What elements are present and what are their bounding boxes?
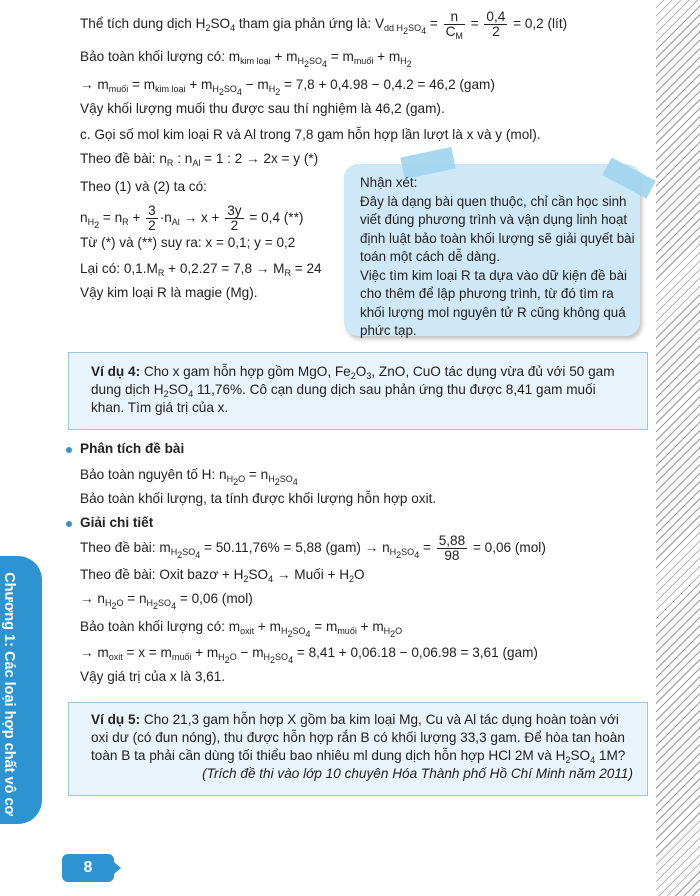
chapter-label: Chương 1: Các loại hợp chất vô cơ — [1, 572, 17, 816]
volume-line: Thể tích dung dịch $H_2SO_4$ tham gia phản ứng là: $V_{dd H_2SO_4}$ = $\frac{n}{C_M}$ = $\frac{0,4}{2}$ = 0,2 (lít) — [80, 9, 568, 41]
example-5-text: Cho 21,3 gam hỗn hợp X gồm ba kim loại Mg, Cu và Al tác dụng hoàn toàn với — [140, 712, 619, 727]
example-5-line — [91, 711, 633, 729]
solution-line: → $n_{H_2O} = n_{H_2SO_4} = 0,06$ (mol) — [80, 591, 253, 611]
mass-conservation-line: Bảo toàn khối lượng có: $m_{kim loại} + m_{H_2SO_4} = m_{muối} + m_{H_2}$ — [80, 49, 412, 69]
remark-note — [344, 164, 640, 336]
from-1-2-line: Theo (1) và (2) ta có: — [80, 179, 207, 194]
example-4-box — [68, 352, 648, 430]
decorative-hatch-margin — [656, 0, 700, 896]
solution-line: → $m_{oxit} = x = m_{muối} + m_{H_2O} - m_{H_2SO_4} = 8,41 + 0,06.18 - 0,06.98 = 3,61$ (gam) — [80, 645, 538, 665]
example-5-box — [68, 702, 648, 796]
solve-xy-line: Từ (*) và (**) suy ra: x = 0,1; y = 0,2 — [80, 235, 296, 250]
molar-mass-line: Lại có: $0,1.M_R + 0,2.27 = 7,8 \to M_R = 24$ — [80, 261, 322, 278]
salt-mass-calc-line: → $m_{muối} = m_{kim loại} + m_{H_2SO_4} - m_{H_2} = 7,8 + 0,4.98 - 0,4.2 = 46,2$ (gam) — [80, 77, 495, 97]
bullet-icon — [66, 447, 72, 453]
note-line: Việc tìm kim loại R ta dựa vào dữ kiện đề bài — [360, 267, 628, 283]
example-5-citation: (Trích đề thi vào lớp 10 chuyên Hóa Thành phố Hồ Chí Minh năm 2011) — [202, 766, 633, 781]
solution-line: Bảo toàn khối lượng có: $m_{oxit} + m_{H_2SO_4} = m_{muối} + m_{H_2O}$ — [80, 619, 403, 639]
note-line: toán một cách dễ dàng. — [360, 249, 500, 264]
example-5-line: toàn B ta phải cần dùng tối thiểu bao nhiêu ml dung dịch hỗn hợp HCl 2M và $H_2SO_4$ 1M? — [91, 748, 626, 765]
solution-heading: Giải chi tiết — [80, 515, 154, 530]
bullet-icon — [66, 521, 72, 527]
note-line: định luật bảo toàn khối lượng sẽ giải quyết bài — [360, 230, 635, 246]
hydrogen-equation-line: $n_{H_2} = n_R$ + $\frac{3}{2}$ $\cdot n_{Al} \to x$ + $\frac{3y}{2}$ = 0,4 (**) — [80, 203, 304, 233]
example-4-line: Ví dụ 4: Cho x gam hỗn hợp gồm MgO, $Fe_2O_3$, ZnO, CuO tác dụng vừa đủ với 50 gam — [91, 364, 615, 381]
analysis-line: Bảo toàn nguyên tố H: $n_{H_2O} = n_{H_2SO_4}$ — [80, 467, 298, 487]
example-4-label: Ví dụ 4: — [91, 364, 141, 379]
analysis-line: Bảo toàn khối lượng, ta tính được khối lượng hỗn hợp oxit. — [80, 491, 437, 506]
note-title: Nhận xét: — [360, 175, 418, 190]
page-number: 8 — [62, 854, 114, 882]
analysis-heading: Phân tích đề bài — [80, 441, 185, 456]
metal-conclusion: Vậy kim loại R là magie (Mg). — [80, 285, 258, 300]
solution-line: Theo đề bài: Oxit bazơ + $H_2SO_4$ → Muối + $H_2O$ — [80, 567, 365, 584]
page-number-arrow-icon — [114, 862, 121, 874]
solution-line: Theo đề bài: $m_{H_2SO_4} = 50.11,76\% = 5,88$ $(gam) \to n_{H_2SO_4}$ = $\frac{5,88}{98}$ = 0,06 (mol) — [80, 533, 546, 563]
example-4-line: dung dịch $H_2SO_4$ 11,76%. Cô cạn dung dịch sau phản ứng thu được 8,41 gam muối — [91, 382, 596, 399]
salt-mass-result: Vậy khối lượng muối thu được sau thí nghiệm là 46,2 (gam). — [80, 101, 445, 116]
note-line: phức tạp. — [360, 323, 417, 338]
solution-conclusion: Vậy giá trị của x là 3,61. — [80, 669, 226, 684]
part-c-intro: c. Gọi số mol kim loại R và Al trong 7,8 gam hỗn hợp lần lượt là x và y (mol). — [80, 127, 541, 142]
example-4-line: khan. Tìm giá trị của x. — [91, 400, 229, 415]
note-line: viết đúng phương trình và vận dụng linh hoạt — [360, 212, 628, 227]
example-5-label: Ví dụ 5: — [91, 712, 141, 727]
note-line: khối lượng mol nguyên tử R cũng không quá — [360, 304, 626, 320]
example-5-line: oxi dư (có đun nóng), thu được hỗn hợp rắn B có khối lượng 33,3 gam. Để hòa tan hoàn — [91, 730, 625, 745]
note-line: Đây là dạng bài quen thuộc, chỉ cần học sinh — [360, 193, 627, 209]
ratio-line: Theo đề bài: $n_R$ : $n_{Al} = 1$ : 2 → 2x = y (*) — [80, 151, 319, 168]
note-line: cho thêm để lập phương trình, từ đó tìm ra — [360, 286, 614, 301]
